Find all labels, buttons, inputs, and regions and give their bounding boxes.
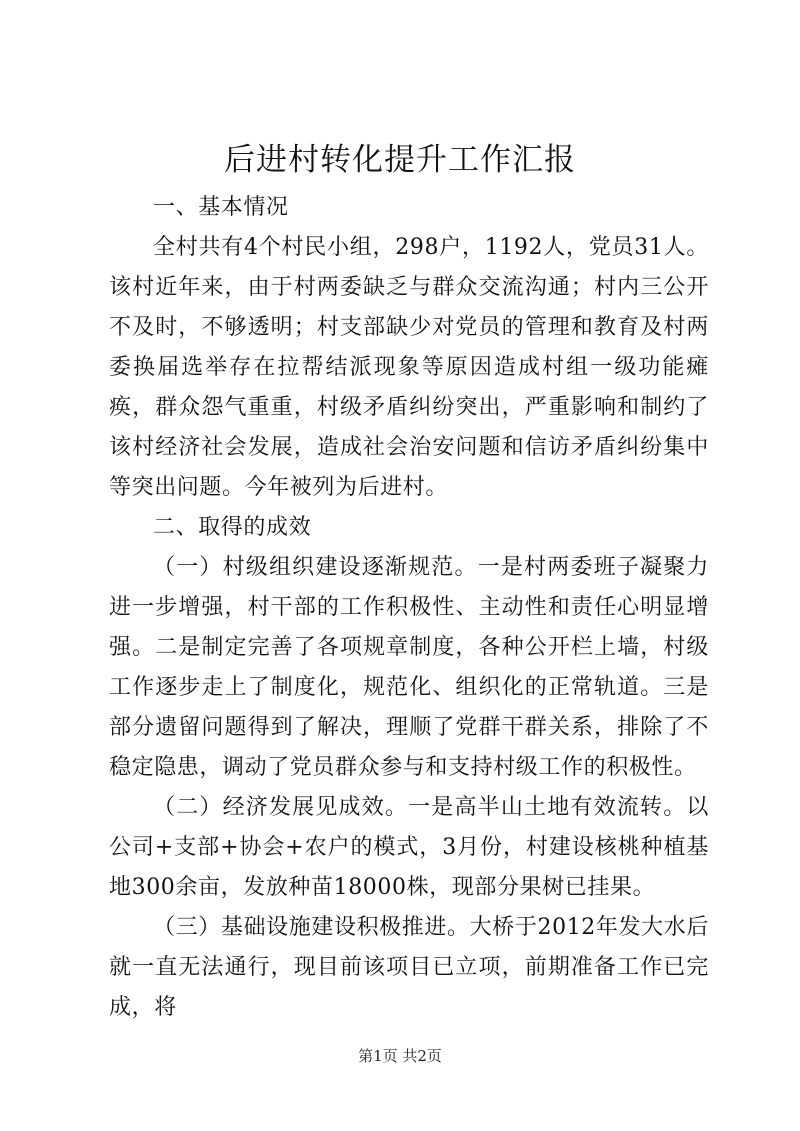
document-title: 后进村转化提升工作汇报 xyxy=(224,142,576,178)
document-body xyxy=(109,188,709,1028)
paragraph-basic-situation: 全村共有4个村民小组，298户，1192人，党员31人。该村近年来，由于村两委缺乏与群众交流沟通；村内三公开不及时，不够透明；村支部缺少对党员的管理和教育及村两委换届选举存在拉帮结派现象等原因造成村组一级功能瘫痪，群众怨气重重，村级矛盾纠纷突出，严重影响和制约了该村经济社会发展，造成社会治安问题和信访矛盾纠纷集中等突出问题。今年被列为后进村。 xyxy=(109,235,709,500)
section-heading-basic-situation: 一、基本情况 xyxy=(153,195,289,220)
paragraph-infrastructure: （三）基础设施建设积极推进。大桥于2012年发大水后就一直无法通行，现目前该项目已立项，前期准备工作已完成，将 xyxy=(109,915,709,1020)
paragraph-organization-building: （一）村级组织建设逐渐规范。一是村两委班子凝聚力进一步增强，村干部的工作积极性、主动性和责任心明显增强。二是制定完善了各项规章制度，各种公开栏上墙，村级工作逐步走上了制度化，规范化、组织化的正常轨道。三是部分遗留问题得到了解决，理顺了党群干群关系，排除了不稳定隐患，调动了党员群众参与和支持村级工作的积极性。 xyxy=(109,555,709,780)
section-heading-achievements: 二、取得的成效 xyxy=(153,515,312,540)
page-footer: 第1页 共2页 xyxy=(358,1047,442,1065)
paragraph-economic-development: （二）经济发展见成效。一是高半山土地有效流转。以公司+支部+协会+农户的模式，3月份，村建设核桃种植基地300余亩，发放种苗18000株，现部分果树已挂果。 xyxy=(109,795,709,900)
